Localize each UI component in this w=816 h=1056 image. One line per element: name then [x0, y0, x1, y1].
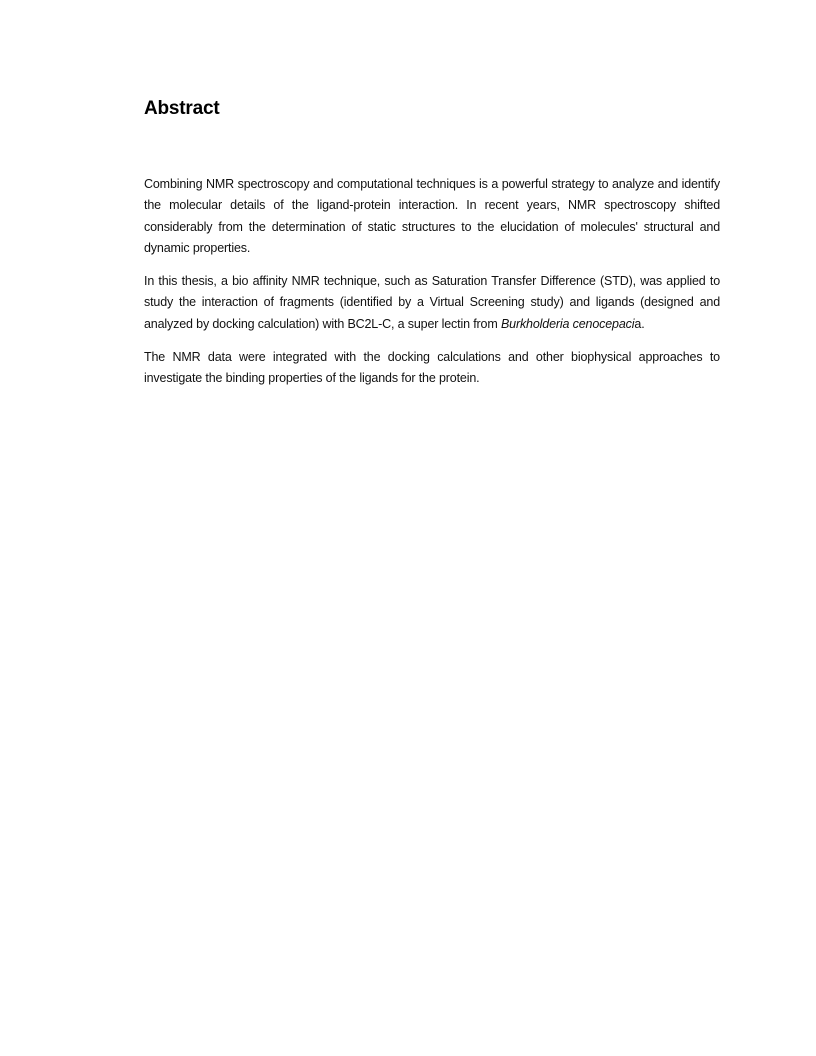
paragraph-1: Combining NMR spectroscopy and computational techniques is a powerful strategy to analyze and identify the molecular details of the ligand-protein interaction. In recent years, NMR spectroscopy shifted considerably from the determination of static structures to the elucidation of molecules' structural and dynamic properties.: [144, 177, 720, 255]
paragraph-3: The NMR data were integrated with the docking calculations and other biophysical approaches to investigate the binding properties of the ligands for the protein.: [144, 350, 720, 386]
paragraph-2: [144, 271, 720, 335]
abstract-body: [144, 174, 720, 390]
paragraph-2-text: In this thesis, a bio affinity NMR technique, such as Saturation Transfer Difference (STD), was applied to study the interaction of fragments (identified by a Virtual Screening study) and ligands (designed and analyzed by docking calculation) with BC2L-C, a super lectin from: [144, 274, 720, 331]
page-title: Abstract: [144, 98, 220, 119]
species-name-italic: Burkholderia cenocepaci: [500, 316, 635, 331]
paragraph-2-suffix: a.: [634, 316, 645, 331]
abstract-section: [144, 96, 720, 402]
